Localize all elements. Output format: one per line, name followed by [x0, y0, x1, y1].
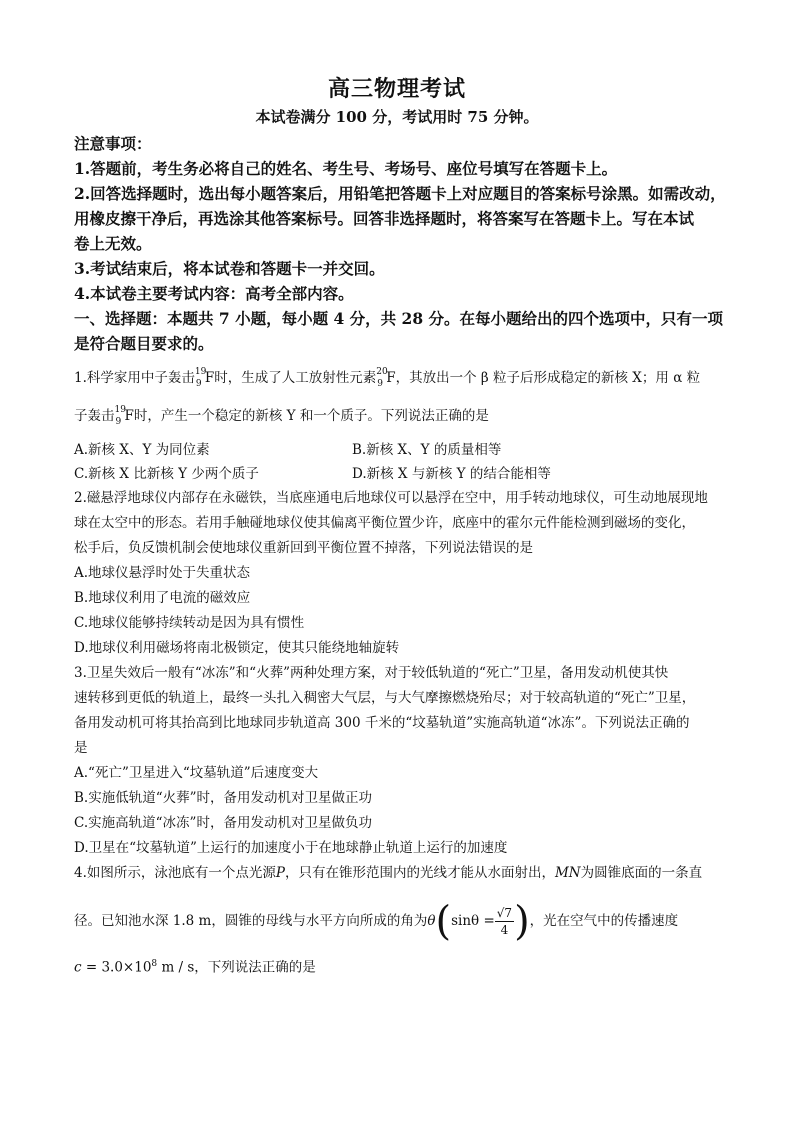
page-title: 高三物理考试	[327, 76, 466, 102]
question-1-line-2: 子轰击 19 9 F时，产生一个稳定的新核 Y 和一个质子。下列说法正确的是	[74, 405, 489, 427]
question-4-line-3: $c = 3.0\times 10^8$ m / s，下列说法正确的是	[74, 959, 316, 976]
exam-subtitle: 本试卷满分 100 分，考试用时 75 分钟。	[255, 108, 539, 126]
q2-option-b: B.地球仪利用了电流的磁效应	[74, 590, 251, 606]
left-paren: (	[435, 898, 452, 945]
question-2-line-3: 松手后，负反馈机制会使地球仪重新回到平衡位置不掉落，下列说法错误的是	[74, 540, 533, 556]
question-3-line-3: 备用发动机可将其抬高到比地球同步轨道高 300 千米的“坟墓轨道”实施高轨道“冰冻”。下列说法正确的	[74, 715, 690, 731]
q2-option-a: A.地球仪悬浮时处于失重状态	[74, 565, 251, 581]
nuclide-f20: 20 9	[376, 367, 388, 389]
q2-option-d: D.地球仪利用磁场将南北极锁定，使其只能绕地轴旋转	[74, 640, 400, 656]
q1-option-c: C.新核 X 比新核 Y 少两个质子	[74, 466, 259, 482]
nuclide-f19-alt: 19 9	[114, 405, 126, 427]
notice-item-2-line-3: 卷上无效。	[74, 234, 152, 253]
section-1-heading-line-1: 一、选择题：本题共 7 小题，每小题 4 分，共 28 分。在每小题给出的四个选项中，只有一项	[74, 309, 724, 328]
question-4-line-2: 径。已知池水深 1.8 m，圆锥的母线与水平方向所成的角为θ(sinθ = $\frac{√7}{4}$ )，光在空气中的传播速度	[74, 898, 679, 945]
notice-item-2-line-2: 用橡皮擦干净后，再选涂其他答案标号。回答非选择题时，将答案写在答题卡上。写在本试	[74, 209, 695, 228]
question-4-line-1: 4.如图所示，泳池底有一个点光源P，只有在锥形范围内的光线才能从水面射出，MN为圆锥底面的一条直	[74, 865, 703, 881]
question-2	[74, 486, 724, 661]
notice-heading: 注意事项：	[74, 134, 152, 153]
q3-option-d: D.卫星在“坟墓轨道”上运行的加速度小于在地球静止轨道上运行的加速度	[74, 840, 508, 856]
question-2-line-1: 2.磁悬浮地球仪内部存在永磁铁，当底座通电后地球仪可以悬浮在空中，用手转动地球仪，可生动地展现地	[74, 490, 708, 506]
notice-item-3: 3.考试结束后，将本试卷和答题卡一并交回。	[74, 259, 385, 278]
q3-option-c: C.实施高轨道“冰冻”时，备用发动机对卫星做负功	[74, 815, 372, 831]
question-3	[74, 661, 724, 861]
right-paren: )	[514, 898, 530, 945]
nuclide-f19: 19 9	[194, 367, 207, 389]
question-3-line-1: 3.卫星失效后一般有“冰冻”和“火葬”两种处理方案，对于较低轨道的“死亡”卫星，备用发动机使其快	[74, 665, 669, 681]
question-3-line-4: 是	[74, 740, 88, 756]
question-1-line-1: 1.科学家用中子轰击 19 9 F时，生成了人工放射性元素 20 9 F，其放出一个 β 粒子后形成稳定的新核 X；用 α 粒	[74, 367, 701, 389]
notice-item-2-line-1: 2.回答选择题时，选出每小题答案后，用铅笔把答题卡上对应题目的答案标号涂黑。如需改动，	[74, 184, 726, 203]
notice-item-4: 4.本试卷主要考试内容：高考全部内容。	[74, 284, 354, 303]
q3-option-a: A.“死亡”卫星进入“坟墓轨道”后速度变大	[74, 765, 319, 781]
notice-item-1: 1.答题前，考生务必将自己的姓名、考生号、考场号、座位号填写在答题卡上。	[74, 159, 618, 178]
sine-fraction: $\frac{√7}{4}$	[496, 906, 513, 937]
question-1	[74, 366, 724, 391]
q1-option-a: A.新核 X、Y 为同位素	[74, 442, 210, 458]
q1-option-d: D.新核 X 与新核 Y 的结合能相等	[352, 466, 551, 482]
q2-option-c: C.地球仪能够持续转动是因为具有惯性	[74, 615, 305, 631]
notice-section	[74, 131, 724, 356]
q3-option-b: B.实施低轨道“火葬”时，备用发动机对卫星做正功	[74, 790, 373, 806]
q1-option-b: B.新核 X、Y 的质量相等	[352, 442, 502, 458]
question-3-line-2: 速转移到更低的轨道上，最终一头扎入稠密大气层，与大气摩擦燃烧殆尽；对于较高轨道的“死亡”卫星，	[74, 690, 696, 706]
section-1-heading-line-2: 是符合题目要求的。	[74, 334, 214, 353]
question-2-line-2: 球在太空中的形态。若用手触碰地球仪使其偏离平衡位置少许，底座中的霍尔元件能检测到磁场的变化，	[74, 515, 695, 531]
